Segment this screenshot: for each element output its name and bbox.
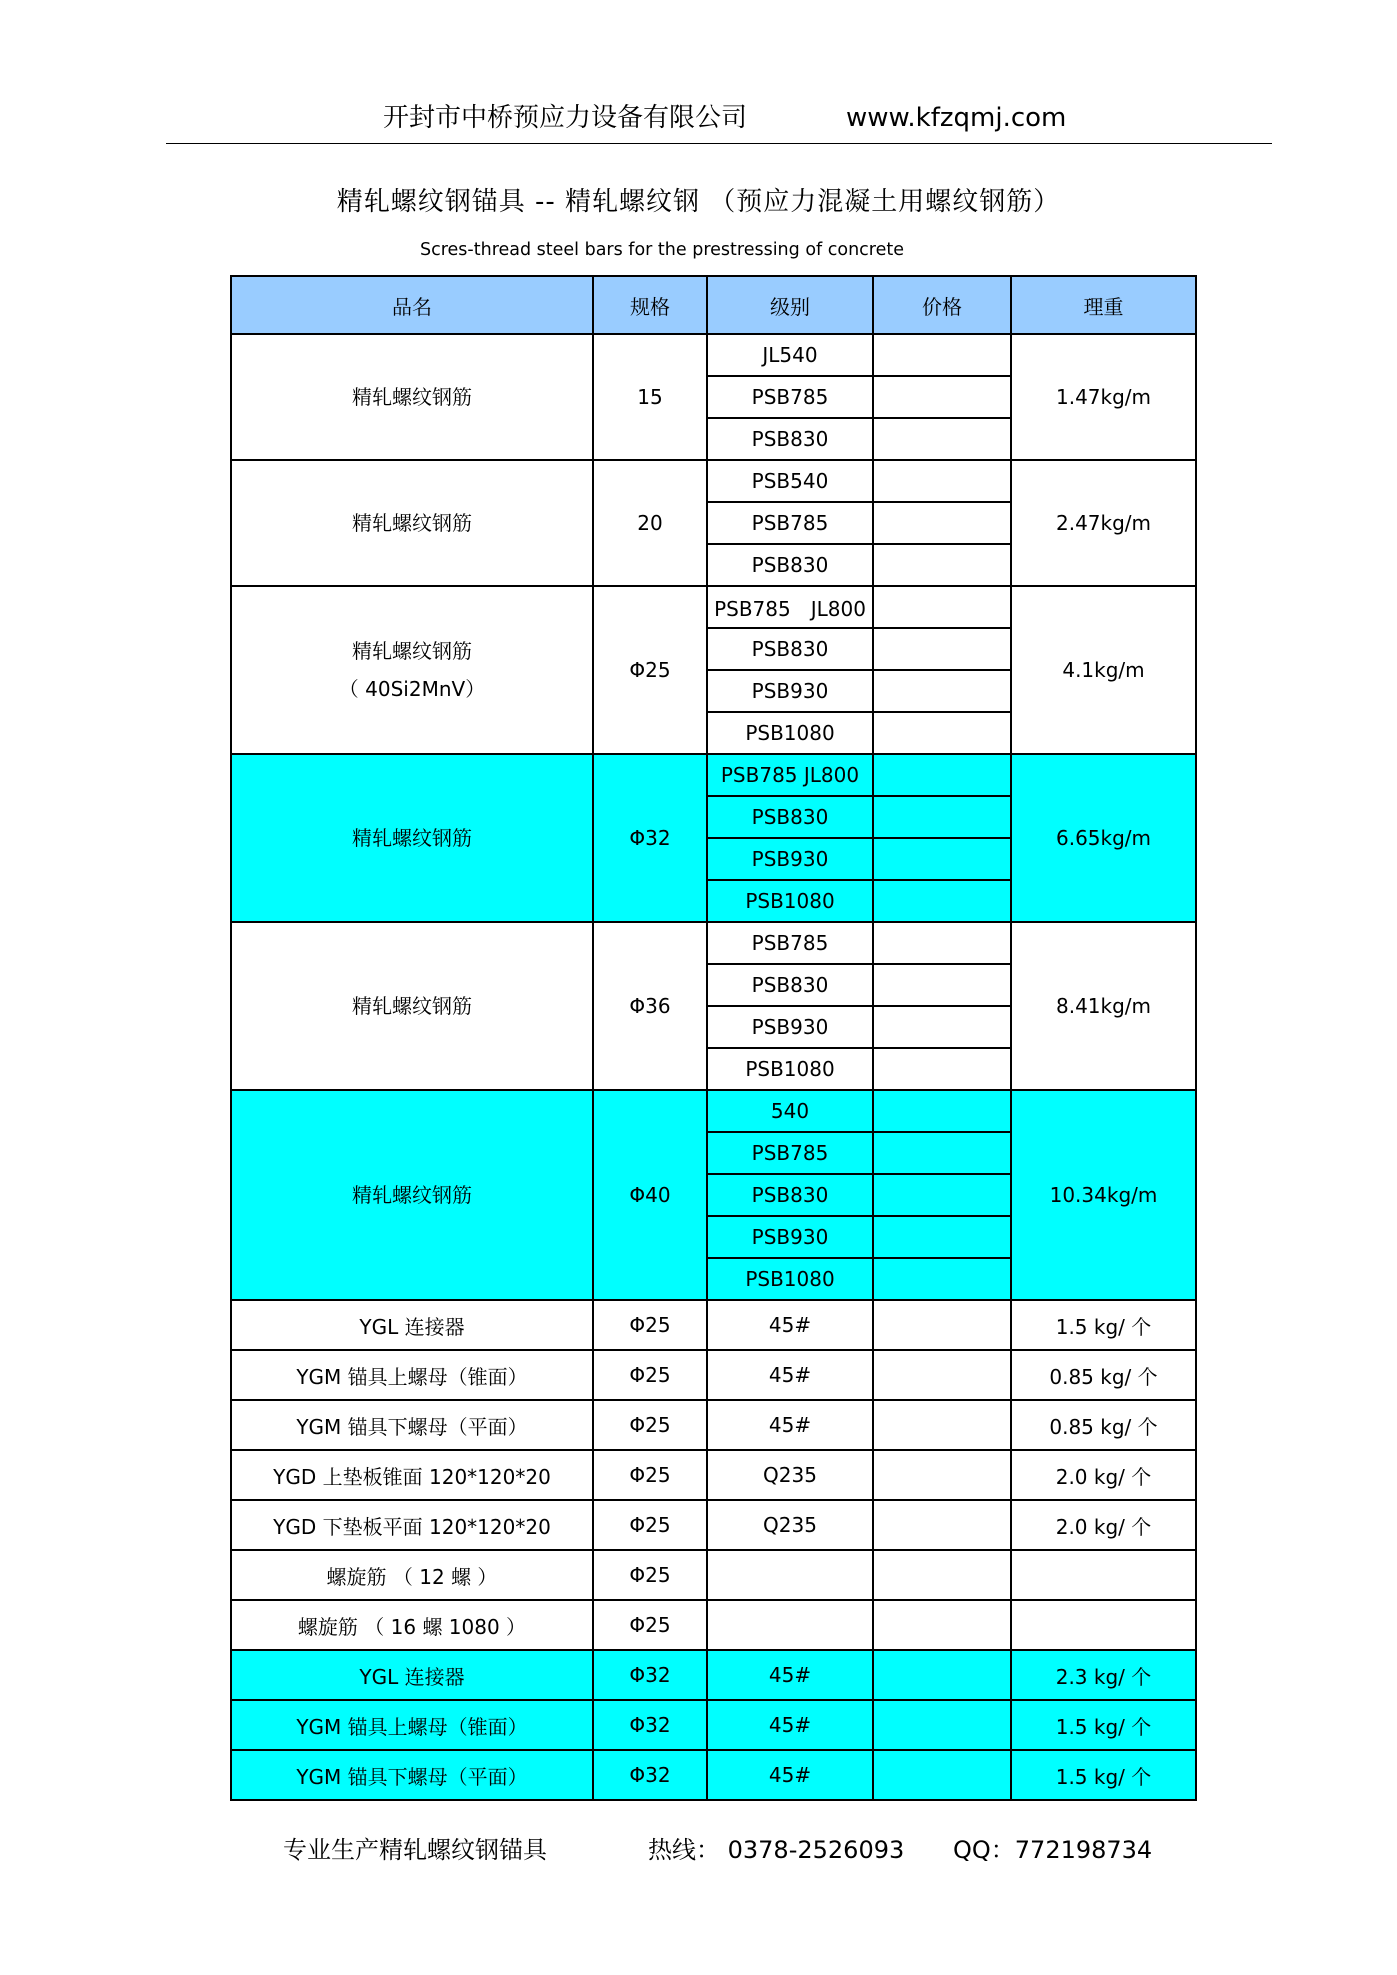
price-cell [873,1216,1011,1258]
price-cell [873,628,1011,670]
table-row [231,1650,1196,1700]
price-cell [873,1400,1011,1450]
spec-cell: Φ25 [593,1350,707,1400]
weight-cell: 0.85 kg/ 个 [1011,1400,1196,1450]
table-row [231,1550,1196,1600]
grade-cell: PSB1080 [707,712,873,754]
footer-qq: QQ：772198734 [953,1836,1153,1864]
product-name-cell: 螺旋筋 （ 16 螺 1080 ） [231,1600,593,1650]
grade-cell: PSB785 [707,502,873,544]
price-cell [873,1174,1011,1216]
price-cell [873,544,1011,586]
spec-cell: Φ25 [593,1550,707,1600]
price-cell [873,1650,1011,1700]
grade-cell [707,1600,873,1650]
price-cell [873,1090,1011,1132]
footer-hotline: 热线： 0378-2526093 [648,1836,905,1864]
table-row [231,1400,1196,1450]
price-cell [873,1500,1011,1550]
product-name-line: 精轧螺纹钢筋 [352,385,472,409]
price-cell [873,334,1011,376]
spec-cell: 20 [593,460,707,586]
table-row [231,1600,1196,1650]
spec-cell: 15 [593,334,707,460]
spec-cell: Φ32 [593,754,707,922]
grade-cell: PSB930 [707,838,873,880]
product-name-cell [231,586,593,754]
price-cell [873,796,1011,838]
product-name-cell: YGM 锚具上螺母（锥面） [231,1350,593,1400]
product-name-cell: YGD 下垫板平面 120*120*20 [231,1500,593,1550]
weight-cell: 4.1kg/m [1011,586,1196,754]
grade-cell: PSB785 [707,1132,873,1174]
grade-cell: Q235 [707,1500,873,1550]
grade-cell: Q235 [707,1450,873,1500]
header-divider [166,143,1272,144]
grade-cell: PSB930 [707,1006,873,1048]
product-name-cell: YGM 锚具下螺母（平面） [231,1400,593,1450]
product-name-cell: 螺旋筋 （ 12 螺 ） [231,1550,593,1600]
price-cell [873,502,1011,544]
spec-cell: Φ25 [593,1450,707,1500]
product-name-line: 精轧螺纹钢筋 [352,511,472,535]
product-name-line: （ 40Si2MnV） [338,677,486,701]
weight-cell: 1.47kg/m [1011,334,1196,460]
grade-cell: PSB930 [707,1216,873,1258]
table-header-col-spec: 规格 [593,276,707,334]
table-header-col-name: 品名 [231,276,593,334]
product-name-cell [231,334,593,460]
price-cell [873,712,1011,754]
price-cell [873,754,1011,796]
weight-cell: 1.5 kg/ 个 [1011,1700,1196,1750]
price-cell [873,880,1011,922]
table-row [231,586,1196,628]
product-price-table [230,275,1197,1801]
grade-cell: PSB1080 [707,880,873,922]
price-cell [873,1350,1011,1400]
table-row [231,922,1196,964]
grade-cell: PSB785 JL800 [707,754,873,796]
weight-cell [1011,1550,1196,1600]
product-name-cell: YGL 连接器 [231,1650,593,1700]
price-cell [873,1700,1011,1750]
spec-cell: Φ25 [593,586,707,754]
grade-cell: PSB830 [707,964,873,1006]
spec-cell: Φ40 [593,1090,707,1300]
grade-cell: 45# [707,1750,873,1800]
spec-cell: Φ25 [593,1400,707,1450]
weight-cell: 6.65kg/m [1011,754,1196,922]
product-name-line: 精轧螺纹钢筋 [352,1183,472,1207]
weight-cell: 2.3 kg/ 个 [1011,1650,1196,1700]
table-row [231,1750,1196,1800]
product-name-line: 精轧螺纹钢筋 [352,639,472,663]
spec-cell: Φ25 [593,1500,707,1550]
spec-cell: Φ32 [593,1700,707,1750]
price-cell [873,586,1011,628]
spec-cell: Φ25 [593,1300,707,1350]
table-row [231,1450,1196,1500]
spec-cell: Φ32 [593,1750,707,1800]
grade-cell: PSB540 [707,460,873,502]
weight-cell: 2.0 kg/ 个 [1011,1450,1196,1500]
footer-slogan: 专业生产精轧螺纹钢锚具 [283,1836,547,1864]
spec-cell: Φ36 [593,922,707,1090]
price-cell [873,670,1011,712]
price-cell [873,1048,1011,1090]
table-row [231,754,1196,796]
product-name-cell: YGL 连接器 [231,1300,593,1350]
table-header-row [231,276,1196,334]
company-website: www.kfzqmj.com [846,103,1067,133]
table-row [231,334,1196,376]
weight-cell: 2.47kg/m [1011,460,1196,586]
grade-cell: PSB930 [707,670,873,712]
grade-cell: JL540 [707,334,873,376]
product-name-cell [231,922,593,1090]
price-cell [873,1450,1011,1500]
grade-cell: PSB830 [707,628,873,670]
grade-cell: 45# [707,1300,873,1350]
price-cell [873,1132,1011,1174]
spec-cell: Φ32 [593,1650,707,1700]
grade-cell [707,1550,873,1600]
grade-cell: 540 [707,1090,873,1132]
grade-cell: 45# [707,1700,873,1750]
spec-cell: Φ25 [593,1600,707,1650]
table-header-col-weight: 理重 [1011,276,1196,334]
price-cell [873,1300,1011,1350]
weight-cell: 2.0 kg/ 个 [1011,1500,1196,1550]
product-name-cell: YGM 锚具上螺母（锥面） [231,1700,593,1750]
product-name-line: 精轧螺纹钢筋 [352,826,472,850]
grade-cell: PSB830 [707,1174,873,1216]
grade-cell: PSB1080 [707,1048,873,1090]
product-name-cell: YGM 锚具下螺母（平面） [231,1750,593,1800]
table-row [231,1700,1196,1750]
price-cell [873,418,1011,460]
weight-cell: 1.5 kg/ 个 [1011,1750,1196,1800]
weight-cell: 8.41kg/m [1011,922,1196,1090]
grade-cell: PSB1080 [707,1258,873,1300]
table-row [231,1500,1196,1550]
product-name-cell [231,754,593,922]
grade-cell: PSB785 [707,376,873,418]
price-cell [873,1750,1011,1800]
company-name: 开封市中桥预应力设备有限公司 [383,103,748,133]
grade-cell: PSB830 [707,544,873,586]
table-header-col-price: 价格 [873,276,1011,334]
price-cell [873,964,1011,1006]
price-cell [873,460,1011,502]
grade-cell: PSB785 JL800 [707,586,873,628]
grade-cell: 45# [707,1650,873,1700]
weight-cell: 1.5 kg/ 个 [1011,1300,1196,1350]
table-row [231,460,1196,502]
document-title: 精轧螺纹钢锚具 -- 精轧螺纹钢 （预应力混凝土用螺纹钢筋） [336,187,1061,217]
product-name-cell [231,1090,593,1300]
document-subtitle: Scres-thread steel bars for the prestressing of concrete [420,240,904,260]
table-row [231,1090,1196,1132]
product-name-cell: YGD 上垫板锥面 120*120*20 [231,1450,593,1500]
grade-cell: PSB830 [707,418,873,460]
table-row [231,1300,1196,1350]
grade-cell: PSB830 [707,796,873,838]
table-row [231,1350,1196,1400]
price-cell [873,1600,1011,1650]
product-name-line: 精轧螺纹钢筋 [352,994,472,1018]
price-cell [873,1006,1011,1048]
weight-cell: 10.34kg/m [1011,1090,1196,1300]
price-cell [873,1258,1011,1300]
grade-cell: 45# [707,1350,873,1400]
weight-cell: 0.85 kg/ 个 [1011,1350,1196,1400]
weight-cell [1011,1600,1196,1650]
grade-cell: PSB785 [707,922,873,964]
price-cell [873,376,1011,418]
grade-cell: 45# [707,1400,873,1450]
price-cell [873,838,1011,880]
price-cell [873,1550,1011,1600]
price-cell [873,922,1011,964]
table-header-col-grade: 级别 [707,276,873,334]
product-name-cell [231,460,593,586]
